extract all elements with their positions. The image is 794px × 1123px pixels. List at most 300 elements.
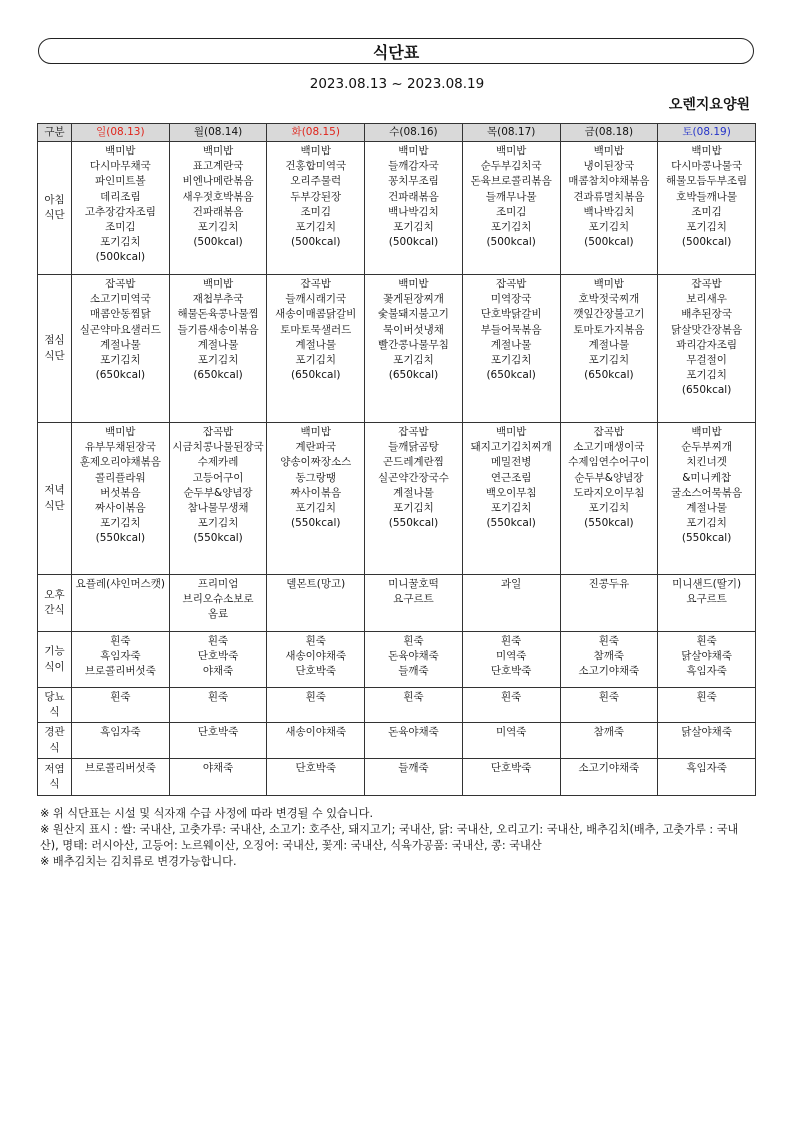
meal-row-label [38, 275, 72, 423]
menu-item: 도라지오이무침 [573, 486, 645, 499]
menu-body [38, 142, 756, 796]
menu-item: 소고기야채죽 [578, 665, 640, 678]
meal-row-label [38, 758, 72, 795]
menu-item: 꽃게된장찌개 [383, 293, 444, 306]
meal-row [38, 575, 756, 632]
meal-row-label-line: 저녁 [44, 484, 65, 497]
menu-item: 꽈리감자조림 [676, 338, 738, 351]
menu-item: 흰죽 [207, 635, 229, 647]
menu-item: 짜사이볶음 [94, 502, 146, 515]
menu-item: 백미밥 [495, 145, 527, 157]
menu-cell [72, 275, 170, 423]
menu-item: 미역장국 [490, 293, 532, 306]
menu-cell [72, 688, 170, 723]
menu-cell [72, 723, 170, 758]
menu-item: 동그랑땡 [295, 471, 337, 484]
menu-item: 요구르트 [686, 593, 727, 606]
menu-item: (550kcal) [388, 517, 439, 530]
menu-item: 다시마무채국 [89, 160, 151, 173]
header-row [38, 124, 756, 142]
menu-item: (500kcal) [193, 236, 243, 249]
menu-item: 유부무채된장국 [84, 441, 156, 454]
menu-item: 백나박김치 [388, 205, 439, 218]
menu-cell [365, 142, 463, 275]
menu-item: 백오이무침 [485, 486, 537, 499]
menu-item: 포기김치 [100, 517, 141, 530]
notes [40, 806, 754, 870]
menu-item: 순두부김치국 [480, 160, 542, 173]
menu-item: 흑임자죽 [686, 761, 727, 774]
menu-cell [72, 758, 170, 795]
menu-item: 건파래볶음 [192, 205, 244, 218]
menu-item: 오리주물럭 [290, 175, 342, 188]
menu-item: 새송이매콤닭갈비 [275, 308, 357, 321]
menu-item: 연근조림 [490, 471, 532, 484]
menu-item: 들깨시래기국 [285, 293, 347, 306]
menu-item: 백미밥 [691, 426, 722, 438]
menu-item: 들깨감자국 [388, 160, 439, 173]
menu-cell [365, 423, 463, 575]
menu-item: 배추된장국 [681, 308, 732, 321]
menu-cell [462, 758, 560, 795]
menu-cell [560, 632, 658, 688]
menu-item: (550kcal) [584, 517, 634, 530]
date-range: 2023.08.13 ~ 2023.08.19 [309, 76, 485, 92]
menu-item: 깻잎간장불고기 [573, 308, 645, 321]
meal-row-label-line: 오후 [44, 588, 65, 601]
menu-item: 계란파국 [295, 441, 337, 454]
menu-item: 계절나물 [686, 502, 727, 515]
menu-item: 흰죽 [696, 691, 717, 703]
menu-item: (650kcal) [193, 369, 243, 382]
menu-item: 포기김치 [393, 502, 434, 515]
menu-cell [560, 423, 658, 575]
menu-item: 포기김치 [295, 221, 337, 234]
menu-cell [560, 758, 658, 795]
menu-item: (500kcal) [584, 236, 634, 249]
menu-item: (650kcal) [291, 369, 341, 382]
menu-item: (550kcal) [681, 532, 732, 545]
menu-cell [169, 723, 267, 758]
menu-item: 백미밥 [398, 145, 429, 157]
menu-item: 새송이야채죽 [285, 726, 347, 739]
menu-item: 포기김치 [100, 354, 141, 367]
menu-item: 치킨너겟 [686, 456, 727, 469]
menu-cell [560, 142, 658, 275]
menu-item: 순두부찌개 [681, 441, 732, 454]
menu-item: 훈제오리야채볶음 [79, 456, 161, 469]
menu-cell [658, 632, 756, 688]
menu-cell [462, 423, 560, 575]
meal-row-label-line: 당뇨 [44, 691, 65, 703]
menu-item: 보리새우 [686, 293, 727, 306]
menu-item: 재첩부추국 [192, 293, 244, 306]
menu-item: 조미김 [691, 205, 722, 218]
menu-item: 포기김치 [588, 354, 630, 367]
menu-item: 흰죽 [207, 691, 229, 703]
menu-cell [365, 758, 463, 795]
day-header: 수(08.16) [365, 124, 463, 142]
menu-cell [72, 575, 170, 632]
menu-item: (550kcal) [291, 517, 341, 530]
menu-item: 브로콜리버섯죽 [84, 665, 156, 678]
meal-row [38, 423, 756, 575]
meal-row-label-line: 식이 [44, 660, 65, 673]
menu-cell [658, 723, 756, 758]
menu-item: 닭살야채죽 [681, 650, 732, 663]
menu-cell [462, 688, 560, 723]
menu-item: 빨간콩나물무침 [377, 338, 449, 351]
menu-item: 미니샌드(딸기) [672, 578, 742, 590]
note-line: ※ 배추김치는 김치류로 변경가능합니다. [40, 855, 237, 868]
menu-item: 표고계란국 [192, 160, 244, 173]
menu-item: 포기김치 [588, 502, 630, 515]
menu-item: 과일 [501, 578, 522, 590]
menu-item: 잡곡밥 [300, 278, 331, 290]
meal-row-label-line: 기능 [44, 645, 65, 658]
menu-item: 계절나물 [100, 338, 141, 351]
menu-cell [169, 688, 267, 723]
menu-item: 흰죽 [501, 691, 522, 703]
menu-cell [560, 723, 658, 758]
meal-row [38, 723, 756, 758]
meal-row-label [38, 723, 72, 758]
menu-item: 흰죽 [403, 691, 424, 703]
menu-cell [267, 688, 365, 723]
menu-item: 고등어구이 [192, 471, 244, 484]
menu-item: 돈육야채죽 [388, 726, 439, 739]
menu-item: 포기김치 [393, 354, 434, 367]
menu-cell [462, 632, 560, 688]
menu-item: 포기김치 [490, 502, 532, 515]
menu-item: (500kcal) [388, 236, 439, 249]
menu-item: 조미김 [105, 221, 136, 234]
menu-item: 흑임자죽 [100, 650, 141, 663]
menu-item: 흰죽 [501, 635, 522, 647]
menu-item: 시금치콩나물된장국 [172, 441, 264, 454]
menu-cell [72, 632, 170, 688]
menu-cell [560, 275, 658, 423]
menu-cell [462, 723, 560, 758]
menu-item: 해물돈육콩나물찜 [177, 308, 259, 321]
meal-row-label-line: 식단 [44, 349, 65, 362]
menu-cell [169, 275, 267, 423]
menu-item: 참나물무생채 [187, 502, 249, 515]
menu-item: 진콩두유 [588, 578, 630, 590]
menu-title-box [38, 38, 754, 64]
menu-item: 단호박죽 [197, 650, 239, 663]
menu-item: 포기김치 [393, 221, 434, 234]
menu-item: 단호박죽 [490, 761, 532, 774]
menu-item: 돈육야채죽 [388, 650, 439, 663]
menu-cell [267, 723, 365, 758]
menu-cell [267, 142, 365, 275]
menu-item: 계절나물 [588, 338, 630, 351]
menu-item: 잡곡밥 [202, 426, 234, 438]
menu-item: 조미김 [495, 205, 527, 218]
menu-item: &미니케찹 [682, 471, 731, 484]
menu-item: 들깨죽 [398, 665, 429, 678]
menu-item: 실곤약간장국수 [377, 471, 449, 484]
menu-item: 잡곡밥 [105, 278, 136, 290]
menu-cell [365, 275, 463, 423]
meal-row-label [38, 688, 72, 723]
menu-item: (650kcal) [681, 384, 732, 397]
menu-cell [658, 688, 756, 723]
menu-item: 백미밥 [398, 278, 429, 290]
menu-cell [462, 275, 560, 423]
menu-item: 데리조림 [100, 190, 141, 203]
menu-cell [658, 575, 756, 632]
menu-cell [365, 688, 463, 723]
menu-item: 곤드레계란찜 [383, 456, 444, 469]
menu-cell [72, 142, 170, 275]
menu-item: 메밀전병 [490, 456, 532, 469]
menu-item: 옴료 [207, 608, 229, 621]
meal-row-label-line: 저염 [44, 762, 65, 775]
menu-cell [72, 423, 170, 575]
menu-item: (650kcal) [486, 369, 536, 382]
menu-item: 건파래볶음 [388, 190, 439, 203]
menu-item: (500kcal) [291, 236, 341, 249]
menu-item: 매콤안동찜닭 [89, 308, 151, 321]
day-header: 일(08.13) [72, 124, 170, 142]
menu-cell [169, 758, 267, 795]
menu-item: 포기김치 [686, 369, 727, 382]
menu-item: 실곤약마요샐러드 [79, 323, 161, 336]
menu-item: 돈육브로콜리볶음 [470, 175, 552, 188]
menu-item: 포기김치 [490, 221, 532, 234]
meal-row-label-line: 점심 [44, 334, 65, 347]
organization-name: 오렌지요양원 [668, 97, 750, 113]
menu-cell [462, 575, 560, 632]
menu-cell [658, 142, 756, 275]
meal-row [38, 142, 756, 275]
menu-item: 소고기미역국 [89, 293, 151, 306]
menu-cell [169, 423, 267, 575]
menu-item: 굴소스어묵볶음 [671, 486, 743, 499]
menu-item: 미니꿀호떡 [388, 578, 439, 590]
day-header: 목(08.17) [462, 124, 560, 142]
menu-item: 백미밥 [691, 145, 722, 157]
menu-item: 무걸절이 [686, 354, 727, 367]
meal-row-label [38, 575, 72, 632]
menu-item: 미역죽 [495, 726, 527, 739]
menu-item: 흑임자죽 [686, 665, 727, 678]
menu-item: (650kcal) [388, 369, 439, 382]
menu-item: 포기김치 [686, 517, 727, 530]
note-line: ※ 위 식단표는 시설 및 식자재 수급 사정에 따라 변경될 수 있습니다. [40, 807, 374, 820]
menu-cell [365, 632, 463, 688]
menu-item: 짜사이볶음 [290, 486, 342, 499]
menu-item: 건홍합미역국 [285, 160, 347, 173]
menu-item: 포기김치 [588, 221, 630, 234]
menu-item: 수제임연수어구이 [568, 456, 650, 469]
menu-item: 토마토묵샐러드 [280, 323, 352, 336]
menu-cell [267, 423, 365, 575]
menu-item: 브로콜리버섯죽 [84, 761, 156, 774]
menu-cell [658, 423, 756, 575]
page-title: 식단표 [372, 42, 420, 62]
menu-item: 포기김치 [197, 221, 239, 234]
corner-cell: 구분 [38, 124, 72, 142]
menu-item: (650kcal) [584, 369, 634, 382]
menu-item: 해물모듬두부조림 [666, 175, 748, 188]
note-line: ※ 원산지 표시 : 쌀: 국내산, 고춧가루: 국내산, 소고기: 호주산, 돼지고기; 국내산, 닭: 국내산, 오리고기: 국내산, 배추김치(배추, 고춧가루 : 국내산), 명태: 러시아산, 고등어: 노르웨이산, 오징어: 국내산, 꽃게: 국내산, 식육가공품: 국내산, 콩: 국내산 [40, 823, 739, 852]
menu-item: (550kcal) [95, 532, 146, 545]
menu-item: (500kcal) [486, 236, 536, 249]
meal-row-label-line: 경관 [44, 726, 65, 739]
menu-item: (650kcal) [95, 369, 146, 382]
meal-row-label-line: 아침 [44, 193, 65, 206]
menu-item: 백미밥 [202, 145, 234, 157]
menu-item: 계절나물 [295, 338, 337, 351]
menu-cell [658, 758, 756, 795]
meal-row-label [38, 423, 72, 575]
menu-item: 소고기야채죽 [578, 761, 640, 774]
menu-item: 새송이야채죽 [285, 650, 347, 663]
menu-item: 야채죽 [202, 665, 234, 678]
day-header: 금(08.18) [560, 124, 658, 142]
menu-item: 백나박김치 [583, 205, 635, 218]
menu-item: 부들어묵볶음 [480, 323, 542, 336]
menu-item: 숯불돼지불고기 [377, 308, 449, 321]
menu-item: 두부강된장 [290, 190, 342, 203]
menu-item: 단호박죽 [295, 665, 337, 678]
menu-item: 들깨닭곰탕 [388, 441, 439, 454]
menu-cell [267, 632, 365, 688]
menu-item: 단호박죽 [295, 761, 337, 774]
menu-item: 백미밥 [593, 278, 625, 290]
meal-row [38, 275, 756, 423]
menu-item: 새우젓호박볶음 [182, 190, 254, 203]
meal-row-label-line: 간식 [44, 604, 65, 616]
menu-item: 꽁치무조림 [388, 175, 439, 188]
meal-row-label-line: 식 [49, 706, 60, 719]
day-header: 월(08.14) [169, 124, 267, 142]
menu-item: 백미밥 [495, 426, 527, 438]
menu-item: 백미밥 [300, 145, 331, 157]
menu-item: 토마토가지볶음 [573, 323, 645, 336]
menu-item: 소고기매생이국 [573, 441, 645, 454]
meal-row [38, 758, 756, 795]
menu-cell [169, 142, 267, 275]
menu-item: 요플레(샤인머스캣) [75, 578, 166, 590]
menu-item: 백미밥 [593, 145, 625, 157]
menu-item: 버섯볶음 [100, 486, 141, 499]
menu-item: 참깨죽 [593, 650, 625, 663]
menu-item: 단호박닭갈비 [480, 308, 542, 321]
menu-item: 흑임자죽 [100, 726, 141, 739]
menu-item: 포기김치 [100, 236, 141, 249]
menu-cell [365, 723, 463, 758]
menu-item: 흰죽 [598, 691, 620, 703]
day-header: 토(08.19) [658, 124, 756, 142]
menu-item: 흰죽 [305, 691, 326, 703]
menu-item: 잡곡밥 [495, 278, 527, 290]
menu-item: 수제카레 [197, 456, 239, 469]
menu-item: 비엔나메란볶음 [182, 175, 254, 188]
menu-item: 단호박죽 [197, 726, 239, 739]
menu-item: 계절나물 [393, 486, 434, 499]
menu-item: 프리미엄 [197, 578, 239, 590]
menu-item: (500kcal) [95, 251, 146, 264]
menu-item: (550kcal) [486, 517, 536, 530]
menu-item: 잡곡밥 [593, 426, 625, 438]
menu-item: 흰죽 [403, 635, 424, 647]
menu-item: 들기름새송이볶음 [177, 323, 259, 336]
meal-row-label-line: 식 [49, 777, 60, 790]
menu-item: 잡곡밥 [691, 278, 722, 290]
menu-item: 계절나물 [490, 338, 532, 351]
menu-item: 호박젓국찌개 [578, 293, 640, 306]
menu-item: 포기김치 [295, 502, 337, 515]
menu-item: 들깨무나물 [485, 190, 537, 203]
menu-cell [560, 575, 658, 632]
meal-row-label [38, 142, 72, 275]
menu-item: 고추장감자조림 [84, 205, 156, 218]
menu-item: 포기김치 [490, 354, 532, 367]
menu-cell [658, 275, 756, 423]
weekly-menu-table [37, 123, 756, 796]
menu-item: 야채죽 [202, 761, 234, 774]
meal-row-label-line: 식단 [44, 499, 65, 512]
meal-row-label [38, 632, 72, 688]
menu-item: 닭살야채죽 [681, 726, 732, 739]
menu-item: 계절나물 [197, 338, 239, 351]
meal-row-label-line: 식 [49, 741, 60, 754]
menu-item: 콜리플라워 [94, 471, 146, 484]
menu-item: 흰죽 [110, 635, 131, 647]
menu-item: 묵이버섯냉채 [383, 323, 444, 336]
menu-item: 포기김치 [197, 354, 239, 367]
menu-item: 포기김치 [295, 354, 337, 367]
menu-item: 냉이된장국 [583, 160, 635, 173]
meal-row-label-line: 식단 [44, 209, 65, 221]
menu-item: 닭살맛간장볶음 [671, 323, 743, 336]
menu-item: 흰죽 [305, 635, 326, 647]
menu-item: 흰죽 [696, 635, 717, 647]
menu-item: 요구르트 [393, 593, 434, 606]
menu-item: 조미김 [300, 205, 331, 218]
menu-item: 다시마콩나물국 [671, 160, 743, 173]
menu-item: 델몬트(망고) [286, 578, 346, 590]
menu-item: 호박들깨나물 [676, 190, 738, 203]
menu-item: 흰죽 [598, 635, 620, 647]
menu-item: 들깨죽 [398, 761, 429, 774]
menu-cell [560, 688, 658, 723]
menu-item: (500kcal) [681, 236, 732, 249]
menu-item: 파인미트볼 [94, 175, 146, 188]
day-header: 화(08.15) [267, 124, 365, 142]
menu-item: 미역죽 [495, 650, 527, 663]
menu-item: 백미밥 [300, 426, 331, 438]
menu-item: 견과류멸치볶음 [573, 190, 645, 203]
menu-item: 돼지고기김치찌개 [470, 441, 552, 454]
menu-item: 흰죽 [110, 691, 131, 703]
menu-item: 순두부&양념장 [183, 486, 253, 499]
menu-item: 브리오슈소보로 [182, 593, 254, 606]
menu-item: 양송이짜장소스 [280, 456, 352, 469]
menu-item: 매콤참치야채볶음 [568, 175, 650, 188]
menu-item: (550kcal) [193, 532, 243, 545]
menu-item: 포기김치 [197, 517, 239, 530]
menu-cell [267, 575, 365, 632]
menu-cell [267, 758, 365, 795]
menu-item: 백미밥 [105, 426, 136, 438]
menu-cell [169, 632, 267, 688]
menu-cell [267, 275, 365, 423]
